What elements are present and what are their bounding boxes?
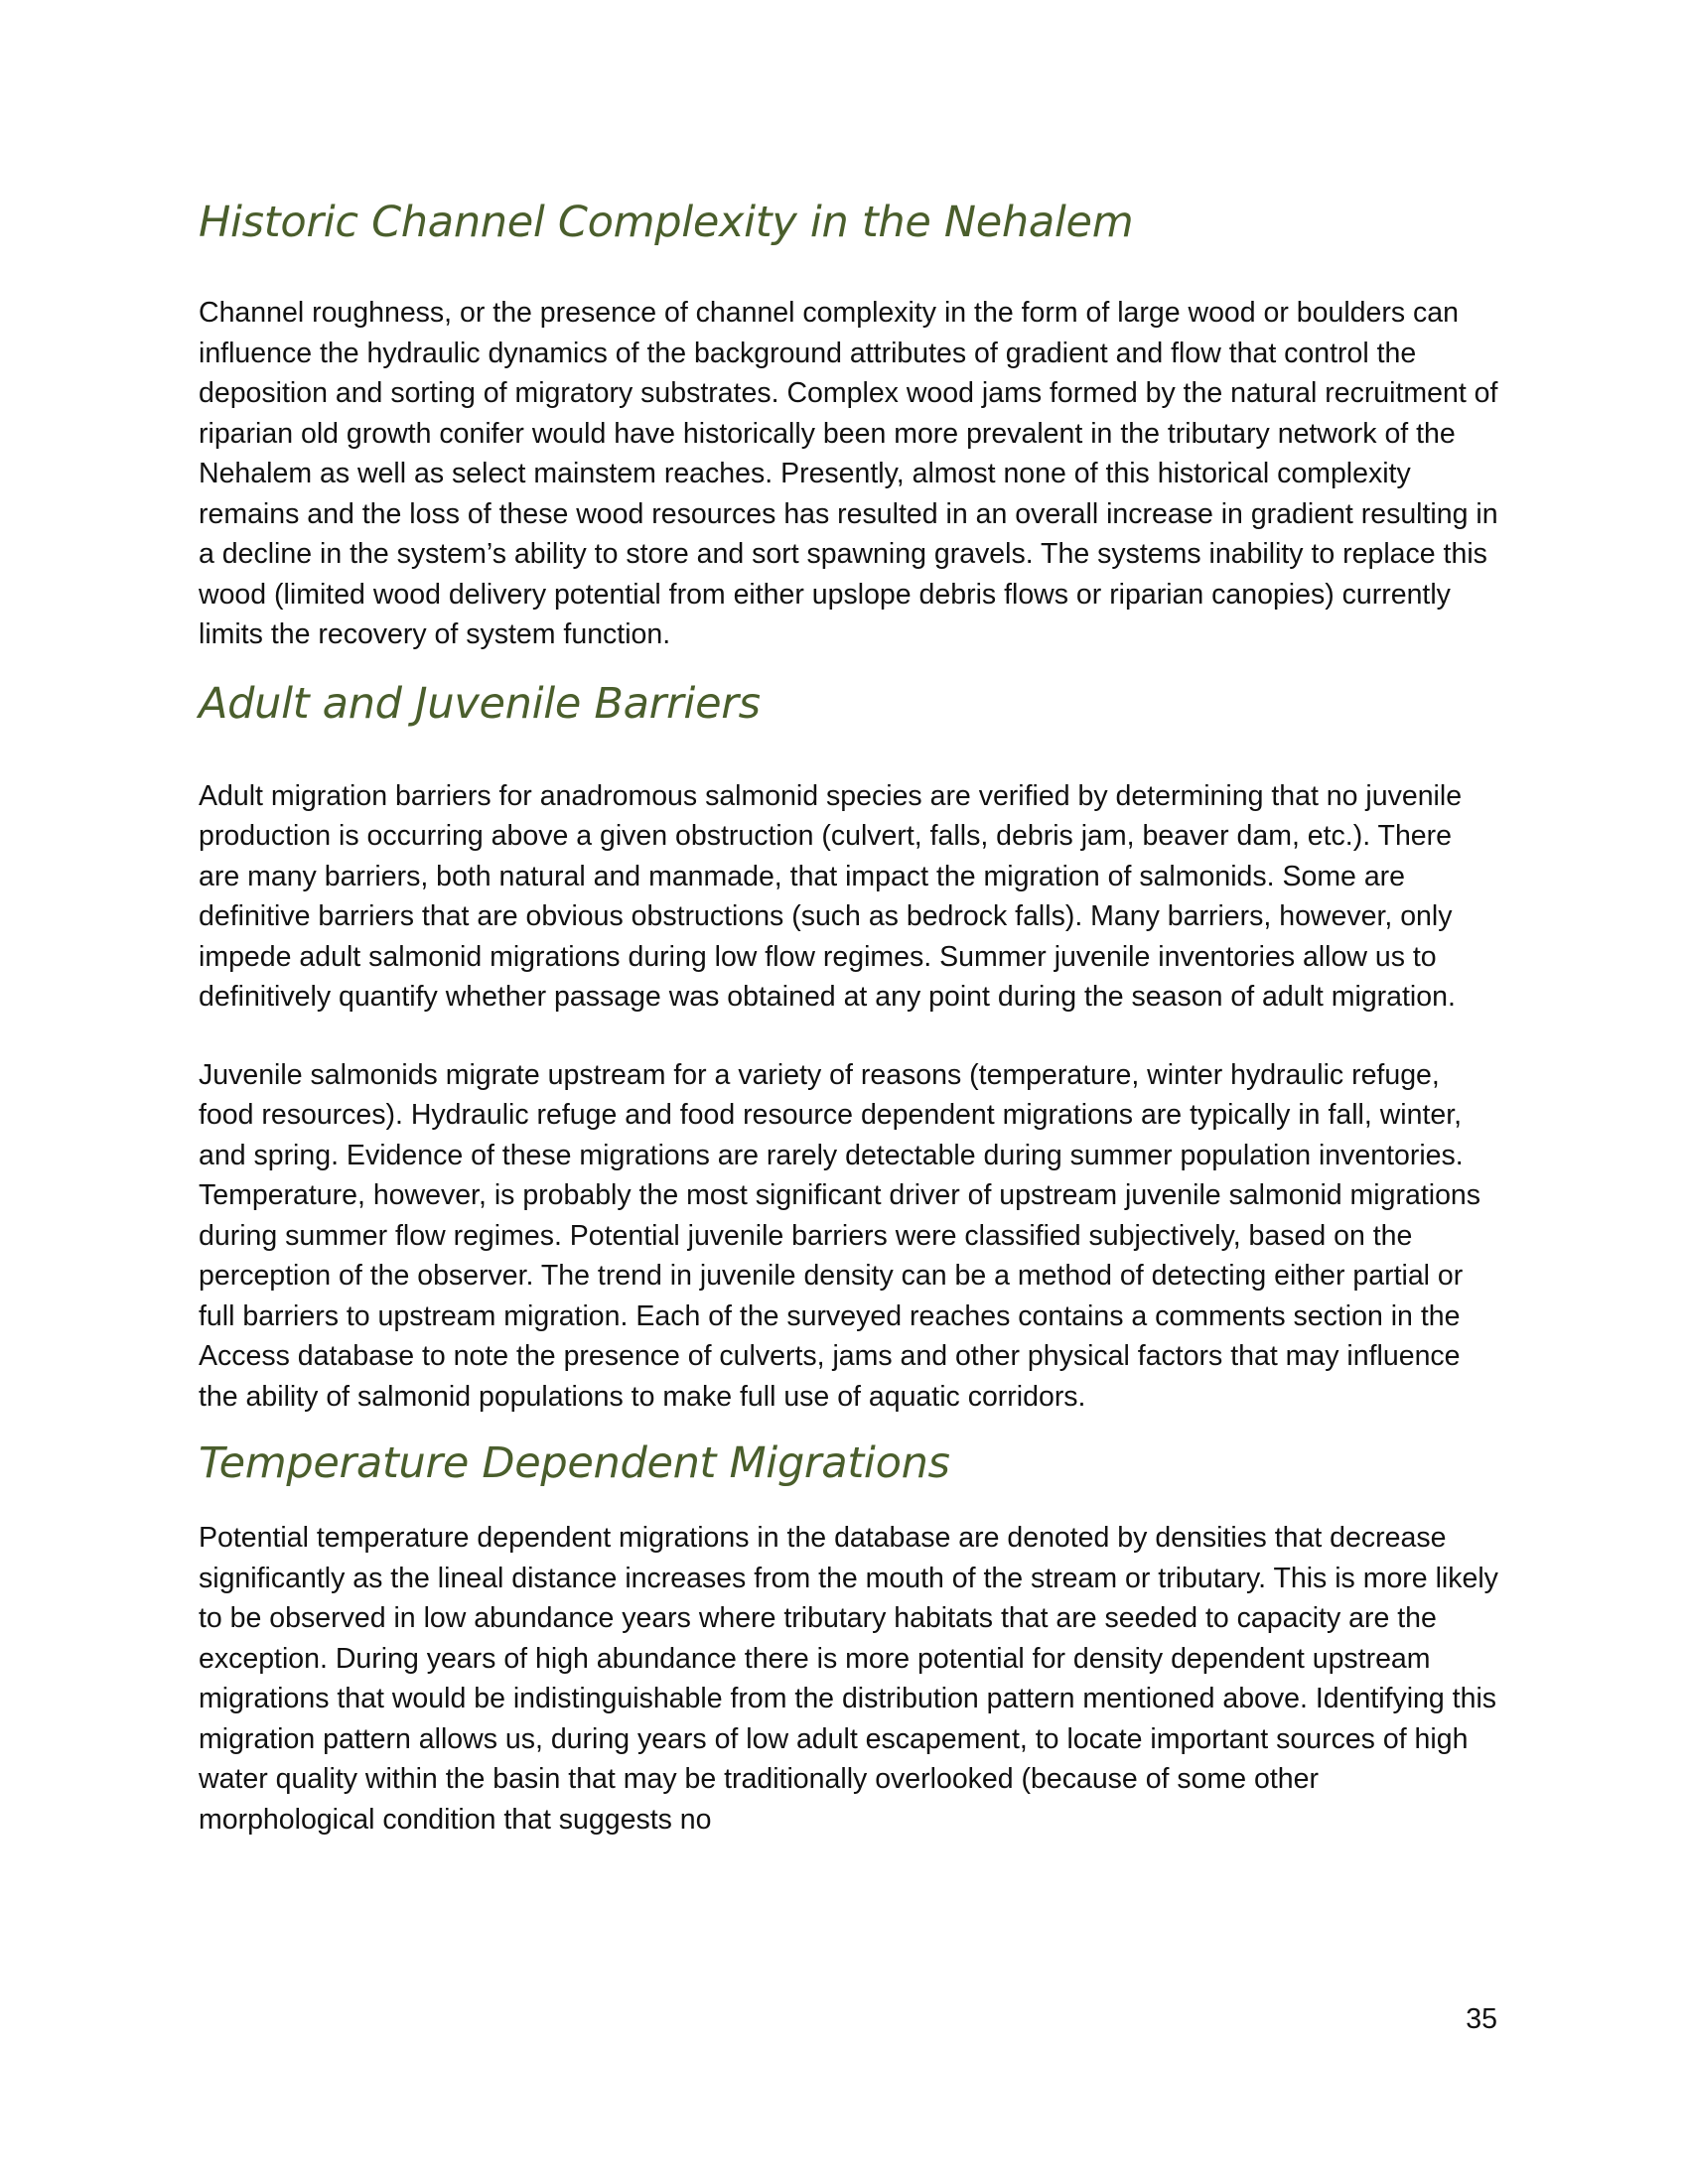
page-content [199,194,1499,1840]
paragraph-channel-roughness: Channel roughness, or the presence of channel complexity in the form of large wood or boulders can influence the hydraulic dynamics of the background attributes of gradient and flow that control the deposition and sorting of migratory substrates. Complex wood jams formed by the natural recruitment of riparian old growth conifer would have historically been more prevalent in the tributary network of the Nehalem as well as select mainstem reaches. Presently, almost none of this historical complexity remains and the loss of these wood resources has resulted in an overall increase in gradient resulting in a decline in the system’s ability to store and sort spawning gravels. The systems inability to replace this wood (limited wood delivery potential from either upslope debris flows or riparian canopies) currently limits the recovery of system function. [199,297,1498,650]
paragraph-adult-migration-barriers: Adult migration barriers for anadromous salmonid species are verified by determining that no juvenile production is occurring above a given obstruction (culvert, falls, debris jam, beaver dam, etc.). There are many barriers, both natural and manmade, that impact the migration of salmonids. Some are definitive barriers that are obvious obstructions (such as bedrock falls). Many barriers, however, only impede adult salmonid migrations during low flow regimes. Summer juvenile inventories allow us to definitively quantify whether passage was obtained at any point during the season of adult migration. [199,779,1463,1013]
section-heading-adult-juvenile-barriers: Adult and Juvenile Barriers [199,678,761,729]
page-number: 35 [1466,2003,1497,2035]
section-heading-temperature-dependent-migrations: Temperature Dependent Migrations [199,1438,950,1488]
section-heading-historic-channel-complexity: Historic Channel Complexity in the Nehalem [199,198,1134,247]
paragraph-temperature-dependent-migrations: Potential temperature dependent migrations in the database are denoted by densities that decrease significantly as the lineal distance increases from the mouth of the stream or tributary. This is more likely to be observed in low abundance years where tributary habitats that are seeded to capacity are the exception. During years of high abundance there is more potential for density dependent upstream migrations that would be indistinguishable from the distribution pattern mentioned above. Identifying this migration pattern allows us, during years of low adult escapement, to locate important sources of high water quality within the basin that may be traditionally overlooked (because of some other morphological condition that suggests no [199,1522,1498,1836]
paragraph-juvenile-salmonids-migrate: Juvenile salmonids migrate upstream for a variety of reasons (temperature, winter hydraulic refuge, food resources). Hydraulic refuge and food resource dependent migrations are typically in fall, winter, and spring. Evidence of these migrations are rarely detectable during summer population inventories. Temperature, however, is probably the most significant driver of upstream juvenile salmonid migrations during summer flow regimes. Potential juvenile barriers were classified subjectively, based on the perception of the observer. The trend in juvenile density can be a method of detecting either partial or full barriers to upstream migration. Each of the surveyed reaches contains a comments section in the Access database to note the presence of culverts, jams and other physical factors that may influence the ability of salmonid populations to make full use of aquatic corridors. [199,1058,1481,1413]
